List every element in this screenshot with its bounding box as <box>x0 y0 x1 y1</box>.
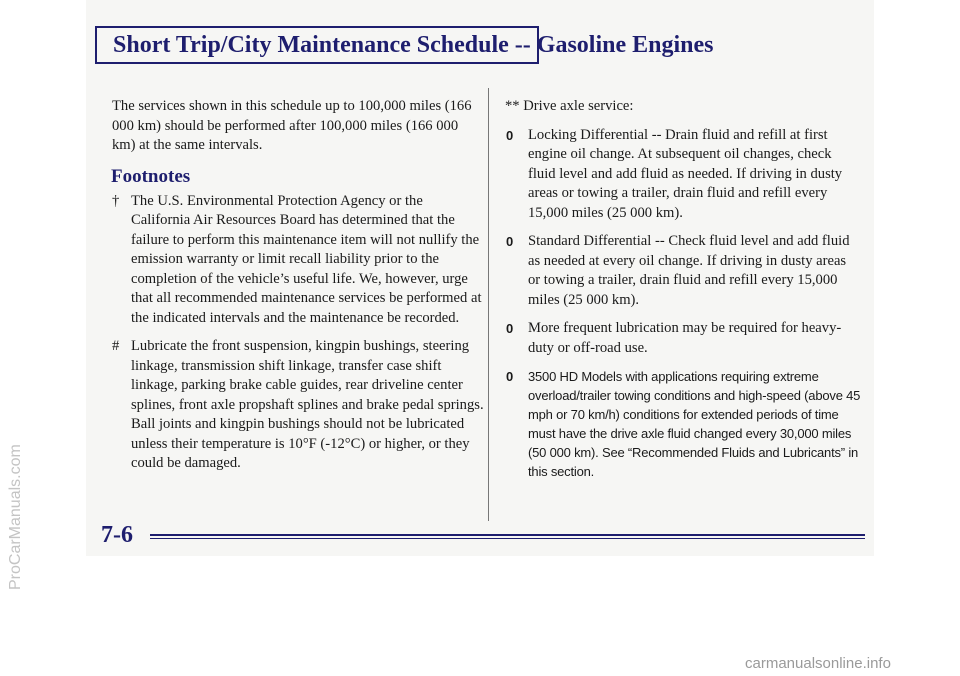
footer-rule-thin <box>150 538 865 539</box>
bullet-locking-differential <box>505 126 861 224</box>
bullet-icon: 0 <box>506 234 514 249</box>
bullet-icon: 0 <box>506 369 514 384</box>
footer-rule <box>150 534 865 536</box>
page-number: 7-6 <box>101 522 133 548</box>
bullet-text: Standard Differential -- Check fluid level and add fluid as needed at every oil change. If driving in dusty areas or towing a trailer, drain fluid and refill every 15,000 miles (25 000 km). <box>528 233 850 308</box>
bullet-text: More frequent lubrication may be required for heavy-duty or off-road use. <box>528 320 842 356</box>
bottom-watermark: carmanualsonline.info <box>745 655 891 672</box>
intro-paragraph: The services shown in this schedule up to 100,000 miles (166 000 km) should be performed after 100,000 miles (166 000 km) at the same intervals. <box>112 98 472 153</box>
footnote-emission <box>112 192 484 329</box>
bullet-text: 3500 HD Models with applications requiring extreme overload/trailer towing conditions and high-speed (above 45 mph or 70 km/h) conditions for extended periods of time must have the drive axle fluid changed every 30,000 miles (50 000 km). See “Recommended Fluids and Lubricants” in this section. <box>528 369 861 479</box>
right-column <box>505 97 861 490</box>
bullet-icon: 0 <box>506 127 514 143</box>
bullet-icon: 0 <box>506 321 514 336</box>
footnotes-heading: Footnotes <box>111 165 191 187</box>
bullet-standard-differential <box>505 232 861 310</box>
drive-axle-heading: ** Drive axle service: <box>505 98 634 114</box>
footnote-lubricate <box>112 337 484 474</box>
footnote-marker-hash: # <box>112 338 120 354</box>
page-title: Short Trip/City Maintenance Schedule -- Gasoline Engines <box>113 32 714 58</box>
column-divider <box>488 88 489 521</box>
bullet-text: Locking Differential -- Drain fluid and refill at first engine oil change. At subsequent oil changes, check fluid level and add fluid as needed. If driving in dusty areas or towing a trailer, drain fluid and refill every 15,000 miles (25 000 km). <box>528 126 843 221</box>
footnote-marker-dagger: † <box>112 192 120 209</box>
side-watermark: ProCarManuals.com <box>7 444 24 590</box>
footnote-text: Lubricate the front suspension, kingpin bushings, steering linkage, transmission shift linkage, transfer case shift linkage, parking brake cable guides, rear driveline center splines, front axle propshaft splines and brake pedal springs. Ball joints and kingpin bushings should not be lubricated unless their temperature is 10°F (-12°C) or higher, or they could be damaged. <box>131 338 484 471</box>
footnote-text: The U.S. Environmental Protection Agency or the California Air Resources Board has determined that the failure to perform this maintenance item will not nullify the emission warranty or limit recall liability prior to the completion of the vehicle’s useful life. We, however, urge that all recommended maintenance services be performed at the indicated intervals and the maintenance be recorded. <box>131 192 482 326</box>
bullet-frequent-lubrication <box>505 319 861 358</box>
bullet-3500hd-models <box>505 367 861 481</box>
left-column <box>112 97 484 483</box>
